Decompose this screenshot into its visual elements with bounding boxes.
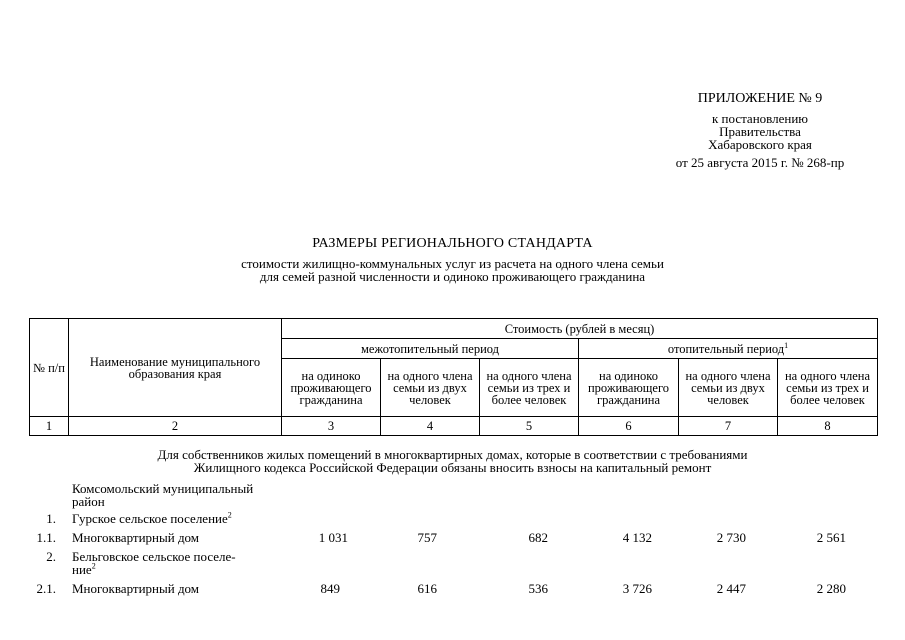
table-row [0, 531, 905, 545]
resolution-line: к постановлению [711, 111, 809, 126]
header-two-heating: на одного члена семьи из двух человек [679, 359, 778, 417]
value-single-interheating: 1 031 [318, 530, 348, 545]
row-name [72, 512, 282, 525]
subtitle-line-2: для семей разной численности и одиноко проживающего гражданина [259, 269, 646, 284]
row-name: Многоквартирный дом [72, 581, 200, 596]
resolution-date: от 25 августа 2015 г. № 268-пр [675, 155, 845, 170]
subtitle-line-1: стоимости жилищно-коммунальных услуг из расчета на одного члена семьи [241, 256, 664, 271]
row-name-line-1: Бельговское сельское поселе- [72, 549, 236, 564]
value-single-heating: 4 132 [622, 530, 652, 545]
value-single-heating: 3 726 [622, 581, 652, 596]
header-name: Наименование муниципального образования края [69, 319, 282, 417]
standards-table-header [29, 318, 878, 436]
table-row [0, 550, 905, 578]
value-three-interheating: 536 [528, 581, 548, 596]
header-two-interheating: на одного члена семьи из двух человек [381, 359, 480, 417]
resolution-reference [640, 112, 880, 151]
section-note-line-1: Для собственников жилых помещений в многоквартирных домах, которые в соответствии с требованиями [157, 447, 748, 462]
section-note [0, 448, 905, 474]
district-line-2: район [72, 494, 105, 509]
index-cell: 1 [30, 417, 69, 436]
index-cell: 7 [679, 417, 778, 436]
row-name-line-2 [72, 563, 282, 576]
row-number: 1. [46, 511, 56, 526]
row-number: 2.1. [36, 581, 56, 596]
district-name [72, 482, 253, 508]
index-cell: 4 [381, 417, 480, 436]
header-three-interheating: на одного члена семьи из трех и более человек [480, 359, 579, 417]
header-interheating-period: межотопительный период [282, 339, 579, 359]
row-footnote: 2 [227, 510, 232, 520]
index-cell: 5 [480, 417, 579, 436]
heating-footnote: 1 [784, 340, 789, 350]
appendix-title: ПРИЛОЖЕНИЕ № 9 [697, 91, 823, 106]
row-number: 1.1. [36, 530, 56, 545]
region-line: Хабаровского края [708, 137, 812, 152]
table-row [0, 582, 905, 596]
row-name [72, 550, 282, 576]
value-two-interheating: 757 [417, 530, 437, 545]
index-cell: 8 [778, 417, 878, 436]
header-heating-period [579, 339, 878, 359]
document-subtitle [0, 257, 905, 283]
header-num: № п/п [30, 319, 69, 417]
heating-period-label: отопительный период [667, 341, 785, 356]
header-single-heating: на одиноко проживающего гражданина [579, 359, 679, 417]
row-number: 2. [46, 549, 56, 564]
table-row [0, 512, 905, 526]
index-cell: 2 [69, 417, 282, 436]
row-footnote: 2 [91, 561, 96, 571]
header-three-heating: на одного члена семьи из трех и более человек [778, 359, 878, 417]
value-three-interheating: 682 [528, 530, 548, 545]
row-name-line-2-text: ние [72, 562, 92, 577]
header-cost: Стоимость (рублей в месяц) [282, 319, 878, 339]
value-three-heating: 2 561 [816, 530, 846, 545]
district-line-1: Комсомольский муниципальный [72, 481, 254, 496]
row-name: Многоквартирный дом [72, 530, 200, 545]
value-two-heating: 2 447 [716, 581, 746, 596]
header-single-interheating: на одиноко проживающего гражданина [282, 359, 381, 417]
value-two-interheating: 616 [417, 581, 437, 596]
value-single-interheating: 849 [320, 581, 340, 596]
document-title: РАЗМЕРЫ РЕГИОНАЛЬНОГО СТАНДАРТА [312, 236, 593, 251]
index-cell: 3 [282, 417, 381, 436]
section-note-line-2: Жилищного кодекса Российской Федерации обязаны вносить взносы на капитальный ремонт [193, 460, 712, 475]
value-two-heating: 2 730 [716, 530, 746, 545]
row-name-text: Гурское сельское поселение [72, 511, 228, 526]
government-line: Правительства [719, 124, 801, 139]
value-three-heating: 2 280 [816, 581, 846, 596]
index-cell: 6 [579, 417, 679, 436]
